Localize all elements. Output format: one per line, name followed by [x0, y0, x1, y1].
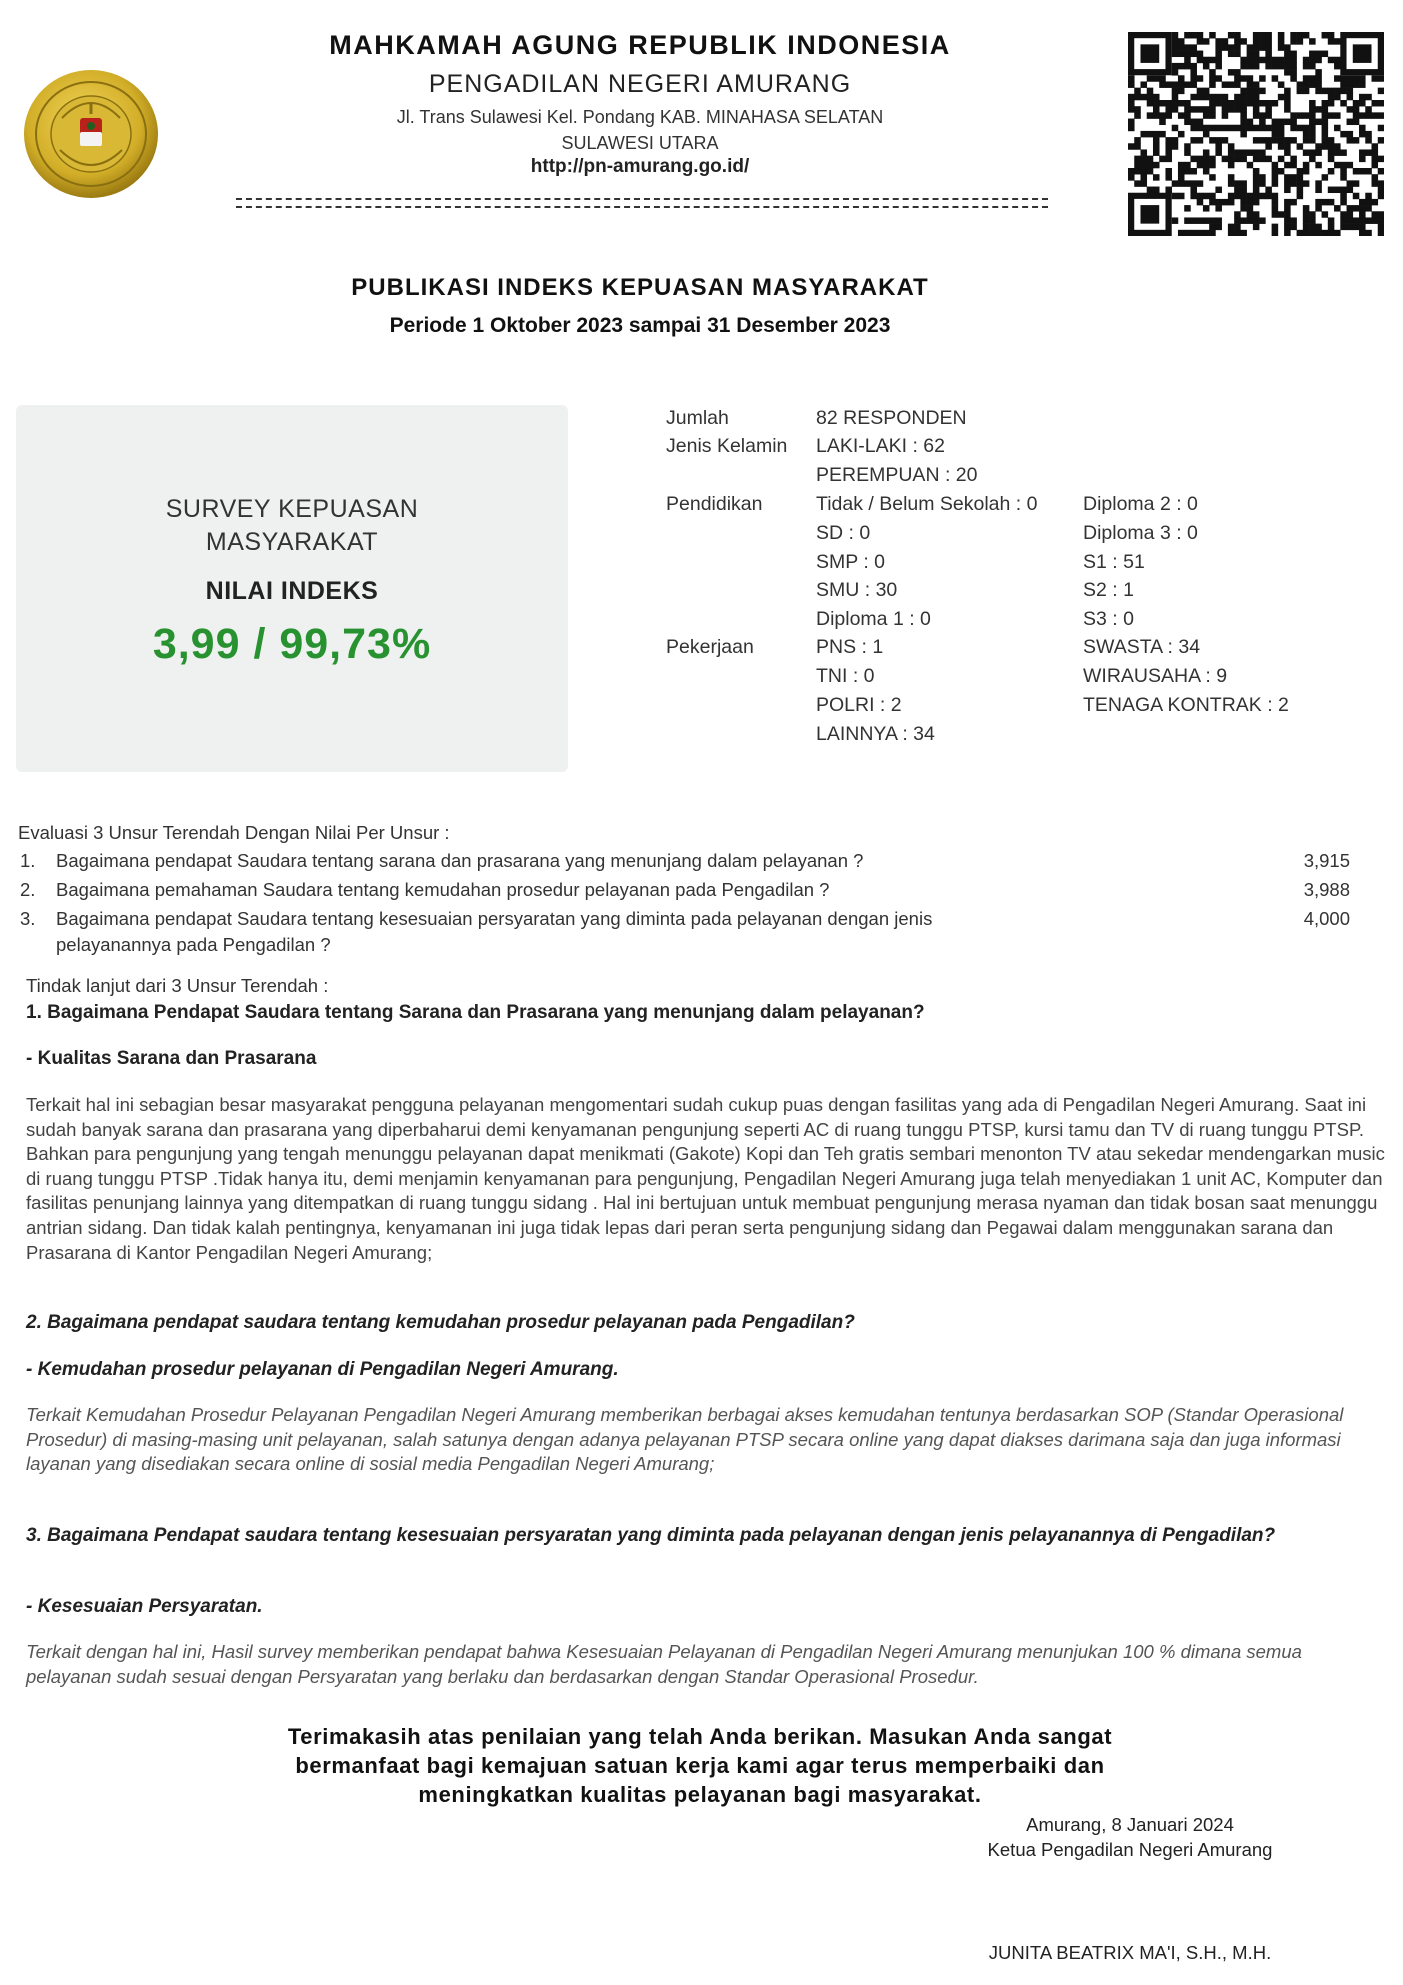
- education-item: S3 : 0: [1083, 608, 1134, 630]
- address-line-2: SULAWESI UTARA: [561, 133, 719, 153]
- job-item: WIRAUSAHA : 9: [1083, 665, 1228, 687]
- survey-label-line-1: SURVEY KEPUASAN: [165, 495, 419, 523]
- evaluation-value: 3,988: [1303, 879, 1350, 900]
- thank-you-line-1: Terimakasih atas penilaian yang telah Anda berikan. Masukan Anda sangat: [287, 1724, 1113, 1749]
- education-item: S1 : 51: [1083, 551, 1145, 573]
- education-item: SD : 0: [816, 522, 871, 544]
- signer-name: JUNITA BEATRIX MA'I, S.H., M.H.: [988, 1942, 1272, 1963]
- followup-subheading-1: - Kualitas Sarana dan Prasarana: [26, 1048, 317, 1069]
- education-label: Pendidikan: [666, 493, 763, 515]
- gender-male: LAKI-LAKI : 62: [816, 435, 945, 457]
- qr-code-icon: [1128, 32, 1384, 236]
- evaluation-heading: Evaluasi 3 Unsur Terendah Dengan Nilai Per Unsur :: [18, 822, 450, 843]
- education-item: SMU : 30: [816, 579, 898, 601]
- survey-index-card: [16, 405, 568, 772]
- job-item: TNI : 0: [816, 665, 875, 687]
- court-authority-title: MAHKAMAH AGUNG REPUBLIK INDONESIA: [329, 30, 951, 60]
- thank-you-line-2: bermanfaat bagi kemajuan satuan kerja kami agar terus memperbaiki dan: [295, 1753, 1105, 1778]
- education-item: Diploma 3 : 0: [1083, 522, 1198, 544]
- education-item: SMP : 0: [816, 551, 886, 573]
- mahkamah-agung-seal-icon: [22, 68, 160, 200]
- job-item: LAINNYA : 34: [816, 723, 935, 745]
- education-item: Diploma 1 : 0: [816, 608, 931, 630]
- followup-subheading-3: - Kesesuaian Persyaratan.: [26, 1596, 263, 1617]
- court-address: [240, 104, 1040, 156]
- followup-paragraph-3: Terkait dengan hal ini, Hasil survey memberikan pendapat bahwa Kesesuaian Pelayanan di Pengadilan Negeri Amurang menunjukan 100 % dimana semua pelayanan sudah sesuai dengan Persyaratan yang berlaku dan berdasarkan dengan Standar Operasional Prosedur.: [26, 1641, 1302, 1687]
- jumlah-value: 82 RESPONDEN: [816, 407, 967, 429]
- gender-label: Jenis Kelamin: [666, 435, 788, 457]
- followup-paragraph-2: Terkait Kemudahan Prosedur Pelayanan Pengadilan Negeri Amurang memberikan berbagai akses kemudahan tentunya berdasarkan SOP (Standar Operasional Prosedur) di masing-masing unit pelayanan, salah satunya dengan adanya pelayanan PTSP secara online yang dapat diakses darimana saja dan juga informasi layanan yang disediakan secara online di sosial media Pengadilan Negeri Amurang;: [26, 1404, 1344, 1475]
- evaluation-question: Bagaimana pemahaman Saudara tentang kemudahan prosedur pelayanan pada Pengadilan ?: [56, 879, 830, 900]
- evaluation-question-continued: pelayanannya pada Pengadilan ?: [56, 934, 331, 955]
- job-item: TENAGA KONTRAK : 2: [1083, 694, 1289, 716]
- evaluation-number: 1.: [20, 850, 36, 871]
- thank-you-message: [150, 1722, 1250, 1809]
- evaluation-number: 3.: [20, 908, 36, 929]
- index-value: 3,99 / 99,73%: [152, 620, 432, 668]
- evaluation-question: Bagaimana pendapat Saudara tentang sarana dan prasarana yang menunjang dalam pelayanan ?: [56, 850, 864, 871]
- job-item: POLRI : 2: [816, 694, 902, 716]
- followup-heading: Tindak lanjut dari 3 Unsur Terendah :: [26, 975, 329, 996]
- header-divider: [236, 198, 1048, 208]
- address-line-1: Jl. Trans Sulawesi Kel. Pondang KAB. MINAHASA SELATAN: [396, 107, 884, 127]
- education-item: S2 : 1: [1083, 579, 1134, 601]
- followup-subheading-2: - Kemudahan prosedur pelayanan di Pengadilan Negeri Amurang.: [26, 1359, 619, 1380]
- survey-label-line-2: MASYARAKAT: [205, 528, 379, 556]
- court-name: PENGADILAN NEGERI AMURANG: [428, 70, 852, 98]
- education-item: Tidak / Belum Sekolah : 0: [816, 493, 1038, 515]
- thank-you-line-3: meningkatkan kualitas pelayanan bagi masyarakat.: [418, 1782, 982, 1807]
- signer-position: Ketua Pengadilan Negeri Amurang: [987, 1839, 1273, 1860]
- evaluation-question: Bagaimana pendapat Saudara tentang kesesuaian persyaratan yang diminta pada pelayanan dengan jenis: [56, 908, 933, 929]
- followup-question-1: 1. Bagaimana Pendapat Saudara tentang Sarana dan Prasarana yang menunjang dalam pelayanan?: [26, 1002, 925, 1023]
- evaluation-value: 4,000: [1303, 908, 1350, 929]
- job-item: SWASTA : 34: [1083, 636, 1201, 658]
- followup-question-2: 2. Bagaimana pendapat saudara tentang kemudahan prosedur pelayanan pada Pengadilan?: [26, 1312, 855, 1333]
- publication-period: Periode 1 Oktober 2023 sampai 31 Desember 2023: [389, 314, 891, 337]
- gender-female: PEREMPUAN : 20: [816, 464, 978, 486]
- index-label: NILAI INDEKS: [205, 577, 379, 605]
- followup-paragraph-1: Terkait hal ini sebagian besar masyarakat pengguna pelayanan mengomentari sudah cukup puas dengan fasilitas yang ada di Pengadilan Negeri Amurang. Saat ini sudah banyak sarana dan prasarana yang diperbaharui demi kenyamanan pengunjung seperti AC di ruang tunggu PTSP, kursi tamu dan TV di ruang tunggu PTSP. Bahkan para pengunjung yang tengah menunggu pelayanan dapat menikmati (Gakote) Kopi dan Teh gratis sembari menonton TV atau sekedar mendengarkan music di ruang tunggu PTSP .Tidak hanya itu, demi menjamin kenyamanan para pengunjung, Pengadilan Negeri Amurang juga telah menyediakan 1 unit AC, Komputer dan fasilitas penunjang lainnya yang ditempatkan di ruang tunggu sidang . Hal ini bertujuan untuk membuat pengunjung merasa nyaman dan tidak bosan saat menunggu antrian sidang. Dan tidak kalah pentingnya, kenyamanan ini juga tidak lepas dari peran serta pengunjung sidang dan Pegawai dalam menggunakan sarana dan Prasarana di Kantor Pengadilan Negeri Amurang;: [26, 1094, 1385, 1263]
- place-date: Amurang, 8 Januari 2024: [1026, 1814, 1234, 1835]
- job-label: Pekerjaan: [666, 636, 754, 658]
- evaluation-number: 2.: [20, 879, 36, 900]
- survey-label: [16, 493, 568, 559]
- evaluation-value: 3,915: [1303, 850, 1350, 871]
- court-website-link[interactable]: http://pn-amurang.go.id/: [530, 156, 750, 177]
- signature-block: [960, 1812, 1300, 1862]
- jumlah-label: Jumlah: [666, 407, 729, 429]
- followup-question-3: 3. Bagaimana Pendapat saudara tentang kesesuaian persyaratan yang diminta pada pelayanan dengan jenis pelayanannya di Pengadilan?: [26, 1525, 1276, 1546]
- publication-title: PUBLIKASI INDEKS KEPUASAN MASYARAKAT: [351, 274, 929, 301]
- job-item: PNS : 1: [816, 636, 884, 658]
- education-item: Diploma 2 : 0: [1083, 493, 1198, 515]
